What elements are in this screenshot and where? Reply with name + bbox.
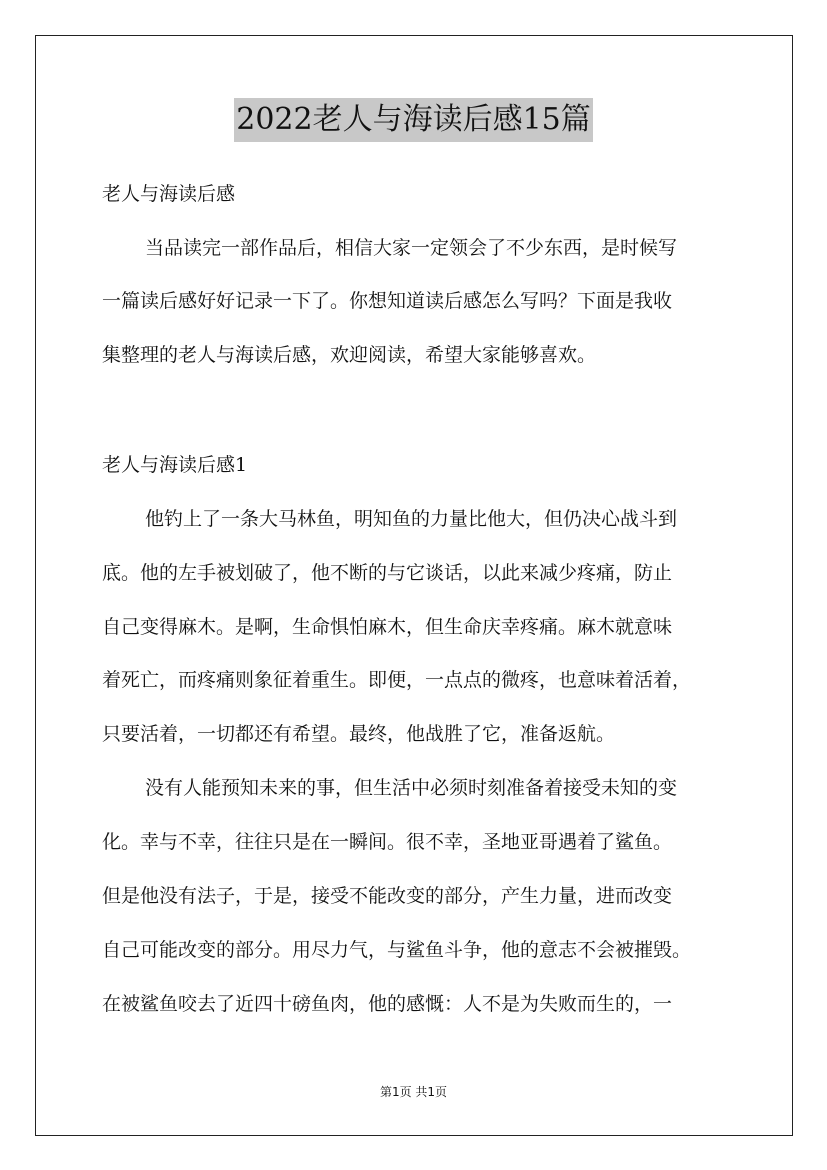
page-footer: 第1页 共1页 <box>379 1085 448 1099</box>
document-title: 2022老人与海读后感15篇 <box>234 98 593 142</box>
paragraph-line: 但是他没有法子，于是，接受不能改变的部分，产生力量，进而改变 <box>102 885 673 907</box>
paragraph-line: 只要活着，一切都还有希望。最终，他战胜了它，准备返航。 <box>102 723 616 745</box>
paragraph-line: 着死亡，而疼痛则象征着重生。即便，一点点的微疼，也意味着活着， <box>102 669 692 691</box>
section-heading: 老人与海读后感 <box>102 183 236 205</box>
essay-heading: 老人与海读后感1 <box>102 454 248 476</box>
intro-line: 一篇读后感好好记录一下了。你想知道读后感怎么写吗？下面是我收 <box>102 290 673 312</box>
paragraph-line: 他钓上了一条大马林鱼，明知鱼的力量比他大，但仍决心战斗到 <box>145 508 678 530</box>
paragraph-line: 在被鲨鱼咬去了近四十磅鱼肉，他的感慨：人不是为失败而生的，一 <box>102 993 673 1015</box>
title-container <box>0 98 827 142</box>
paragraph-line: 自己可能改变的部分。用尽力气，与鲨鱼斗争，他的意志不会被摧毁。 <box>102 939 692 961</box>
paragraph-line: 没有人能预知未来的事，但生活中必须时刻准备着接受未知的变 <box>145 777 678 799</box>
paragraph-line: 化。幸与不幸，往往只是在一瞬间。很不幸，圣地亚哥遇着了鲨鱼。 <box>102 831 673 853</box>
intro-line: 当品读完一部作品后，相信大家一定领会了不少东西，是时候写 <box>145 237 678 259</box>
intro-line: 集整理的老人与海读后感，欢迎阅读，希望大家能够喜欢。 <box>102 344 597 366</box>
paragraph-line: 自己变得麻木。是啊，生命惧怕麻木，但生命庆幸疼痛。麻木就意味 <box>102 616 673 638</box>
paragraph-line: 底。他的左手被划破了，他不断的与它谈话，以此来减少疼痛，防止 <box>102 562 673 584</box>
